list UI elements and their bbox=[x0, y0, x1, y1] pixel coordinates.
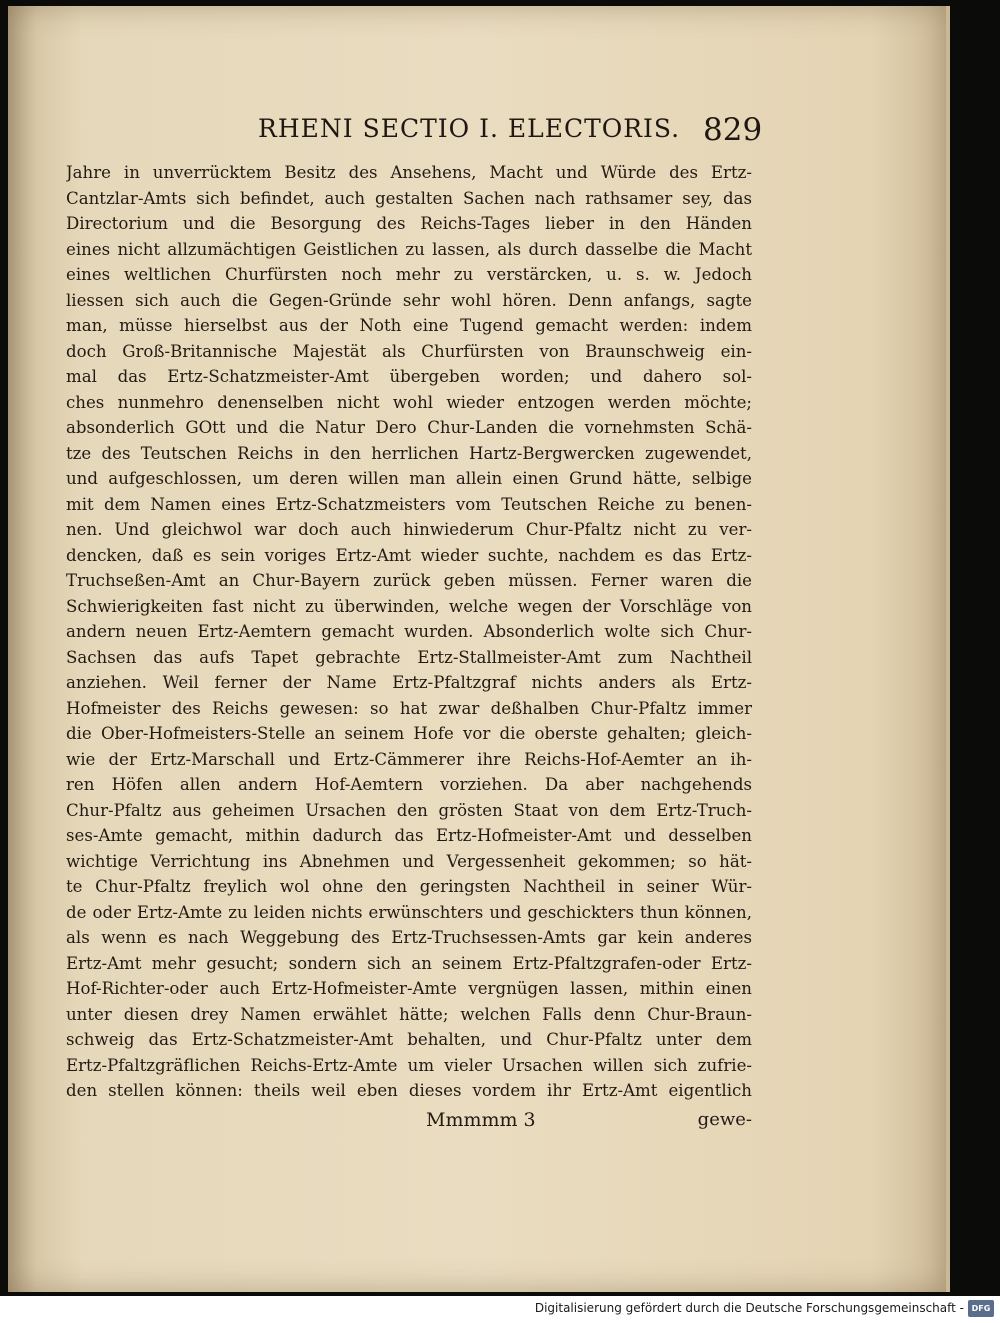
page-edge bbox=[946, 6, 950, 1292]
text-line: Directorium und die Besorgung des Reichs-Tages lieber in den Händen bbox=[66, 214, 752, 233]
text-line: eines weltlichen Churfürsten noch mehr zu verstärcken, u. s. w. Jedoch bbox=[66, 265, 752, 284]
text-line: unter diesen drey Namen erwählet hätte; welchen Falls denn Chur-Braun- bbox=[66, 1004, 752, 1024]
text-line: man, müsse hierselbst aus der Noth eine Tugend gemacht werden: indem bbox=[66, 316, 752, 335]
running-header: RHENI SECTIO I. ELECTORIS. bbox=[258, 114, 681, 143]
text-line: den stellen können: theils weil eben dieses vordem ihr Ertz-Amt eigentlich bbox=[66, 1081, 752, 1100]
text-line: nen. Und gleichwol war doch auch hinwiederum Chur-Pfaltz nicht zu ver- bbox=[66, 520, 752, 539]
text-line: Cantzlar-Amts sich befindet, auch gestalten Sachen nach rathsamer sey, das bbox=[66, 188, 752, 208]
text-line: schweig das Ertz-Schatzmeister-Amt behalten, und Chur-Pfaltz unter dem bbox=[66, 1030, 752, 1049]
text-line: wie der Ertz-Marschall und Ertz-Cämmerer ihre Reichs-Hof-Aemter an ih- bbox=[66, 749, 752, 769]
text-line: die Ober-Hofmeisters-Stelle an seinem Hofe vor die oberste gehalten; gleich- bbox=[66, 724, 752, 743]
text-line: tze des Teutschen Reichs in den herrlichen Hartz-Bergwercken zugewendet, bbox=[66, 443, 752, 463]
text-line: anziehen. Weil ferner der Name Ertz-Pfaltzgraf nichts anders als Ertz- bbox=[66, 673, 752, 692]
text-line: mit dem Namen eines Ertz-Schatzmeisters vom Teutschen Reiche zu benen- bbox=[66, 494, 752, 514]
text-line: wichtige Verrichtung ins Abnehmen und Vergessenheit gekommen; so hät- bbox=[66, 851, 752, 871]
page-footer-line bbox=[66, 1109, 752, 1139]
text-line: eines nicht allzumächtigen Geistlichen zu lassen, als durch dasselbe die Macht bbox=[66, 239, 752, 259]
text-line: te Chur-Pfaltz freylich wol ohne den geringsten Nachtheil in seiner Wür- bbox=[66, 877, 752, 896]
text-line: Ertz-Amt mehr gesucht; sondern sich an seinem Ertz-Pfaltzgrafen-oder Ertz- bbox=[66, 953, 752, 973]
text-line: Hofmeister des Reichs gewesen: so hat zwar deßhalben Chur-Pfaltz immer bbox=[66, 698, 752, 718]
signature-mark: Mmmmm 3 bbox=[426, 1109, 536, 1131]
text-line: de oder Ertz-Amte zu leiden nichts erwünschters und geschickters thun können, bbox=[66, 902, 752, 922]
text-line: ches nunmehro denenselben nicht wohl wieder entzogen werden möchte; bbox=[66, 392, 752, 412]
text-line: doch Groß-Britannische Majestät als Churfürsten von Braunschweig ein- bbox=[66, 341, 752, 361]
funding-credit: Digitalisierung gefördert durch die Deutsche Forschungsgemeinschaft - bbox=[534, 1301, 964, 1315]
body-text bbox=[66, 160, 752, 1104]
text-line: ses-Amte gemacht, mithin dadurch das Ertz-Hofmeister-Amt und desselben bbox=[66, 826, 752, 845]
credit-bar bbox=[0, 1296, 1000, 1323]
text-line: als wenn es nach Weggebung des Ertz-Truchsessen-Amts gar kein anderes bbox=[66, 928, 752, 947]
text-line: ren Höfen allen andern Hof-Aemtern vorziehen. Da aber nachgehends bbox=[66, 775, 752, 794]
text-line: und aufgeschlossen, um deren willen man allein einen Grund hätte, selbige bbox=[66, 469, 752, 488]
catchword: gewe- bbox=[697, 1109, 752, 1130]
text-line: Truchseßen-Amt an Chur-Bayern zurück geben müssen. Ferner waren die bbox=[66, 571, 752, 590]
text-line: liessen sich auch die Gegen-Gründe sehr wohl hören. Denn anfangs, sagte bbox=[66, 290, 752, 310]
text-line: Jahre in unverrücktem Besitz des Ansehens, Macht und Würde des Ertz- bbox=[66, 163, 752, 182]
text-line: Ertz-Pfaltzgräflichen Reichs-Ertz-Amte um vieler Ursachen willen sich zufrie- bbox=[66, 1055, 752, 1075]
text-line: absonderlich GOtt und die Natur Dero Chur-Landen die vornehmsten Schä- bbox=[66, 418, 752, 437]
text-line: Chur-Pfaltz aus geheimen Ursachen den grösten Staat von dem Ertz-Truch- bbox=[66, 800, 752, 820]
text-line: Schwierigkeiten fast nicht zu überwinden, welche wegen der Vorschläge von bbox=[66, 596, 752, 616]
text-line: Sachsen das aufs Tapet gebrachte Ertz-Stallmeister-Amt zum Nachtheil bbox=[66, 647, 752, 667]
page-number: 829 bbox=[703, 112, 763, 148]
text-line: andern neuen Ertz-Aemtern gemacht wurden. Absonderlich wolte sich Chur- bbox=[66, 622, 752, 641]
text-line: Hof-Richter-oder auch Ertz-Hofmeister-Amte vergnügen lassen, mithin einen bbox=[66, 979, 752, 998]
dfg-logo-icon: DFG bbox=[968, 1300, 994, 1317]
text-line: mal das Ertz-Schatzmeister-Amt übergeben worden; und dahero sol- bbox=[66, 367, 752, 386]
text-line: dencken, daß es sein voriges Ertz-Amt wieder suchte, nachdem es das Ertz- bbox=[66, 545, 752, 565]
